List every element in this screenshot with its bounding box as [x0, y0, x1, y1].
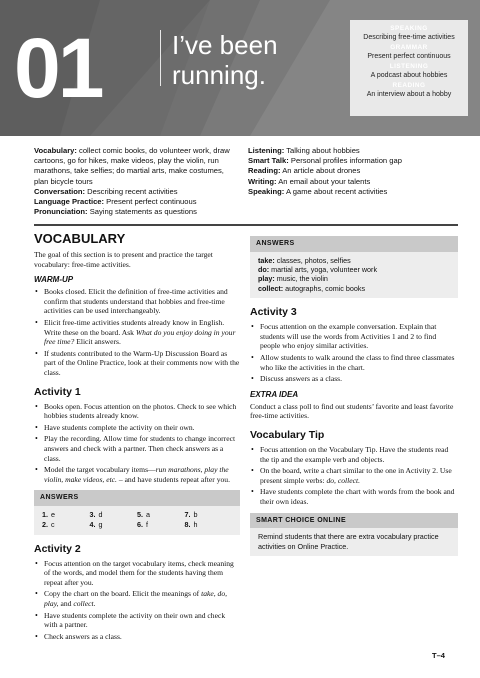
skill-category: LISTENING: [389, 63, 429, 70]
answer-item: 2. c: [42, 520, 55, 530]
title-divider: [160, 30, 161, 86]
page-number: T–4: [432, 651, 445, 660]
activity-1-heading: Activity 1: [34, 385, 81, 398]
list-item: • Focus attention on the target vocabulary items, check meaning of the words, and model them for the students having them repeat after you.: [34, 559, 240, 588]
answer-item: 7. b: [184, 509, 198, 519]
list-item: • Discuss answers as a class.: [250, 374, 458, 384]
answer-item: 8. h: [184, 520, 198, 530]
activity-3-heading: Activity 3: [250, 306, 297, 319]
unit-title: I’ve been running.: [172, 30, 278, 90]
overview-item: Language Practice: Present perfect continuous: [34, 197, 197, 207]
vocabulary-intro: The goal of this section is to present and practice the target vocabulary: free-time activities.: [34, 250, 213, 269]
overview-item: Pronunciation: Saying statements as questions: [34, 207, 197, 217]
list-item: • Check answers as a class.: [34, 632, 240, 642]
activity-1-list: [34, 402, 240, 485]
warmup-list: [34, 287, 240, 377]
vocabulary-tip-heading: Vocabulary Tip: [250, 428, 325, 441]
skill-description: Present perfect continuous: [367, 53, 451, 60]
list-item: • Books open. Focus attention on the photos. Check to see which hobbies students already know.: [34, 402, 240, 421]
list-item: • Model the target vocabulary items—run marathons, play the violin, make videos, etc. – and have students repeat after you.: [34, 465, 240, 484]
list-item: • Allow students to walk around the class to find three classmates who like the activities in the chart.: [250, 353, 458, 372]
smart-choice-box: [250, 513, 458, 556]
overview-item: Smart Talk: Personal profiles information gap: [248, 156, 402, 166]
skill-description: Describing free-time activities: [363, 34, 455, 41]
overview-right: [248, 146, 458, 197]
smart-choice-text: Remind students that there are extra vocabulary practice activities on Online Practice.: [258, 532, 439, 551]
unit-number: 01: [14, 21, 102, 115]
left-column: [34, 231, 240, 643]
right-column: [250, 236, 458, 560]
vocabulary-tip-list: [250, 445, 458, 507]
answer-item: 5. a: [137, 509, 150, 519]
overview-item: Writing: An email about your talents: [248, 176, 371, 186]
list-item: • Elicit free-time activities students already know in English. Write these on the board. Ask What do you enjoy doing in your free time? Elicit answers.: [34, 318, 240, 347]
vocabulary-heading: VOCABULARY: [34, 231, 126, 246]
skill-category: READING: [392, 82, 426, 89]
activity-2-heading: Activity 2: [34, 542, 81, 555]
answers-heading: ANSWERS: [34, 490, 240, 506]
overview-left: [34, 146, 240, 217]
overview-item: Vocabulary: collect comic books, do volunteer work, draw cartoons, go for hikes, make videos, play the violin, run marathons, take selfies; do martial arts, make costumes, plan bicycle tours: [34, 146, 230, 186]
extra-idea-text: Conduct a class poll to find out students’ favorite and least favorite free-time activities.: [250, 401, 454, 421]
list-item: • If students contributed to the Warm-Up Discussion Board as part of the Online Practice, look at their comments now with the class.: [34, 349, 240, 378]
activity-2-list: [34, 559, 240, 642]
list-item: • Focus attention on the example conversation. Explain that students will use the words from Activities 1 and 2 to find people who enjoy similar activities.: [250, 322, 458, 351]
list-item: • Have students complete the activity on their own.: [34, 423, 240, 433]
section-divider: [34, 224, 458, 226]
skill-category: GRAMMAR: [390, 44, 428, 51]
unit-banner: [0, 0, 480, 136]
overview-item: Reading: An article about drones: [248, 166, 361, 176]
list-item: • On the board, write a chart similar to the one in Activity 2. Use present simple verbs: do, collect.: [250, 466, 458, 485]
activity-1-answers: [34, 490, 240, 534]
activity-2-answers: [250, 236, 458, 298]
answer-row: play: music, the violin: [258, 274, 328, 284]
answer-item: 1. e: [42, 509, 55, 519]
answer-item: 3. d: [89, 509, 103, 519]
list-item: • Focus attention on the Vocabulary Tip. Have the students read the tip and the example verb and objects.: [250, 445, 458, 464]
activity-3-list: [250, 322, 458, 384]
answers-grid: [34, 506, 240, 535]
skill-description: An interview about a hobby: [366, 91, 452, 98]
skills-box: [350, 20, 468, 116]
overview-item: Speaking: A game about recent activities: [248, 186, 388, 196]
answer-row: do: martial arts, yoga, volunteer work: [258, 265, 378, 274]
list-item: • Books closed. Elicit the definition of free-time activities and confirm that students understand that hobbies and free-time activities can be used interchangeably.: [34, 287, 240, 316]
skill-category: SPEAKING: [390, 25, 428, 32]
overview-item: Listening: Talking about hobbies: [248, 146, 360, 155]
answer-item: 6. f: [137, 520, 148, 530]
extra-idea-heading: EXTRA IDEA: [250, 389, 299, 399]
list-item: • Play the recording. Allow time for students to change incorrect answers and check with a partner. Then check answers as a class.: [34, 434, 240, 463]
answers-heading: ANSWERS: [250, 236, 458, 252]
list-item: • Copy the chart on the board. Elicit the meanings of take, do, play, and collect.: [34, 589, 240, 608]
answer-row: collect: autographs, comic books: [258, 283, 366, 293]
answer-item: 4. g: [89, 520, 103, 530]
overview-item: Conversation: Describing recent activities: [34, 186, 178, 196]
list-item: • Have students complete the activity on their own and check with a partner.: [34, 611, 240, 630]
answer-row: take: classes, photos, selfies: [258, 255, 351, 265]
answers-body: [250, 252, 458, 299]
list-item: • Have students complete the chart with words from the book and their own ideas.: [250, 487, 458, 506]
skill-description: A podcast about hobbies: [370, 72, 448, 79]
warmup-heading: WARM-UP: [34, 275, 74, 285]
smart-choice-heading: SMART CHOICE ONLINE: [250, 513, 458, 529]
